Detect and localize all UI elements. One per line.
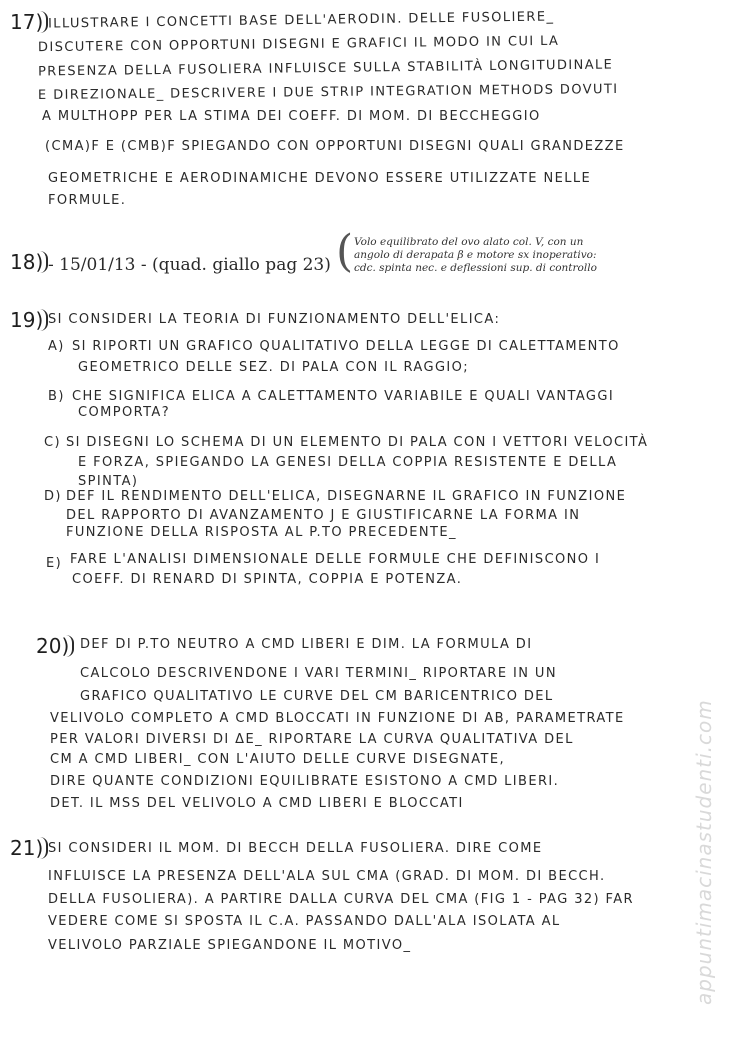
question-text-line: PRESENZA DELLA FUSOLIERA INFLUISCE SULLA STABILITÀ LONGITUDINALE — [37, 57, 614, 80]
question-number: 19) — [10, 308, 44, 332]
sub-item-text: SPINTA) — [78, 474, 139, 489]
note-bracket: ( — [336, 226, 354, 277]
question-text-line: (CMΑ)F E (CMΒ)F SPIEGANDO CON OPPORTUNI DISEGNI QUALI GRANDEZZE — [45, 139, 625, 154]
note-line: angolo di derapata β e motore sx inoperativo: — [354, 249, 597, 262]
sub-item-text: SI RIPORTI UN GRAFICO QUALITATIVO DELLA LEGGE DI CALETTAMENTO — [72, 339, 620, 354]
question-intro: SI CONSIDERI LA TEORIA DI FUNZIONAMENTO DELL'ELICA: — [48, 312, 501, 327]
sub-item-label: A) — [48, 339, 65, 354]
question-text-line: CM A CMD LIBERI_ CON L'AIUTO DELLE CURVE DISEGNATE, — [50, 752, 506, 767]
sub-item-text: COEFF. DI RENARD DI SPINTA, COPPIA E POTENZA. — [72, 572, 463, 587]
sub-item-text: DEL RAPPORTO DI AVANZAMENTO J E GIUSTIFICARNE LA FORMA IN — [66, 508, 581, 523]
question-text-line: PER VALORI DIVERSI DI ΔE_ RIPORTARE LA CURVA QUALITATIVA DEL — [50, 732, 574, 747]
question-text-line: DELLA FUSOLIERA). A PARTIRE DALLA CURVA DEL CMΑ (FIG 1 - PAG 32) FAR — [48, 892, 634, 907]
question-text-line: ILLUSTRARE I CONCETTI BASE DELL'AERODIN. DELLE FUSOLIERE_ — [47, 9, 555, 32]
sub-item-label: C) — [44, 435, 61, 450]
question-text-line: VELIVOLO COMPLETO A CMD BLOCCATI IN FUNZIONE DI ΑB, PARAMETRATE — [50, 711, 625, 726]
sub-item-text: FUNZIONE DELLA RISPOSTA AL P.TO PRECEDENTE_ — [66, 525, 457, 540]
sub-item-text: SI DISEGNI LO SCHEMA DI UN ELEMENTO DI PALA CON I VETTORI VELOCITÀ — [66, 435, 649, 450]
sub-item-label: D) — [44, 489, 62, 504]
question-number: 17) — [10, 10, 44, 34]
question-text-line: DEF DI P.TO NEUTRO A CMD LIBERI E DIM. LA FORMULA DI — [80, 637, 533, 652]
question-number: 18) — [10, 250, 44, 274]
question-text-line: SI CONSIDERI IL MOM. DI BECCH DELLA FUSOLIERA. DIRE COME — [48, 841, 543, 856]
question-text-line: CALCOLO DESCRIVENDONE I VARI TERMINI_ RIPORTARE IN UN — [80, 666, 557, 681]
question-text-line: A MULTHOPP PER LA STIMA DEI COEFF. DI MOM. DI BECCHEGGIO — [42, 109, 541, 124]
question-text-line: FORMULE. — [48, 193, 127, 208]
question-text-line: GEOMETRICHE E AERODINAMICHE DEVONO ESSERE UTILIZZATE NELLE — [48, 171, 592, 186]
sub-item-label: E) — [46, 556, 63, 571]
question-text-line: DIRE QUANTE CONDIZIONI EQUILIBRATE ESISTONO A CMD LIBERI. — [50, 774, 560, 789]
sub-item-label: B) — [48, 389, 65, 404]
note-line: Volo equilibrato del ovo alato col. V, con un — [354, 236, 584, 248]
site-watermark: appuntimacinastudenti.com — [692, 699, 716, 1005]
question-text-line: DET. IL MSS DEL VELIVOLO A CMD LIBERI E BLOCCATI — [50, 796, 464, 811]
sub-item-text: FARE L'ANALISI DIMENSIONALE DELLE FORMULE CHE DEFINISCONO I — [70, 552, 601, 567]
sub-item-text: COMPORTA? — [78, 405, 171, 420]
question-note — [354, 236, 597, 275]
question-text-line: E DIREZIONALE_ DESCRIVERE I DUE STRIP INTEGRATION METHODS DOVUTI — [37, 81, 619, 104]
sub-item-text: E FORZA, SPIEGANDO LA GENESI DELLA COPPIA RESISTENTE E DELLA — [78, 455, 618, 470]
question-number: 21) — [10, 836, 44, 860]
question-text-line: VEDERE COME SI SPOSTA IL C.A. PASSANDO DALL'ALA ISOLATA AL — [48, 914, 561, 929]
question-number: 20) — [36, 634, 70, 658]
sub-item-text: GEOMETRICO DELLE SEZ. DI PALA CON IL RAGGIO; — [78, 360, 470, 375]
sub-item-text: DEF IL RENDIMENTO DELL'ELICA, DISEGNARNE IL GRAFICO IN FUNZIONE — [66, 489, 627, 504]
note-line: cdc. spinta nec. e deflessioni sup. di controllo — [354, 262, 597, 275]
question-text-line: DISCUTERE CON OPPORTUNI DISEGNI E GRAFICI IL MODO IN CUI LA — [37, 33, 560, 56]
question-text-line: VELIVOLO PARZIALE SPIEGANDONE IL MOTIVO_ — [48, 938, 412, 953]
question-reference: - 15/01/13 - (quad. giallo pag 23) — [48, 255, 331, 275]
question-text-line: INFLUISCE LA PRESENZA DELL'ALA SUL CMΑ (GRAD. DI MOM. DI BECCH. — [48, 869, 606, 884]
sub-item-text: CHE SIGNIFICA ELICA A CALETTAMENTO VARIABILE E QUALI VANTAGGI — [72, 389, 615, 404]
question-text-line: GRAFICO QUALITATIVO LE CURVE DEL CM BARICENTRICO DEL — [80, 689, 554, 704]
